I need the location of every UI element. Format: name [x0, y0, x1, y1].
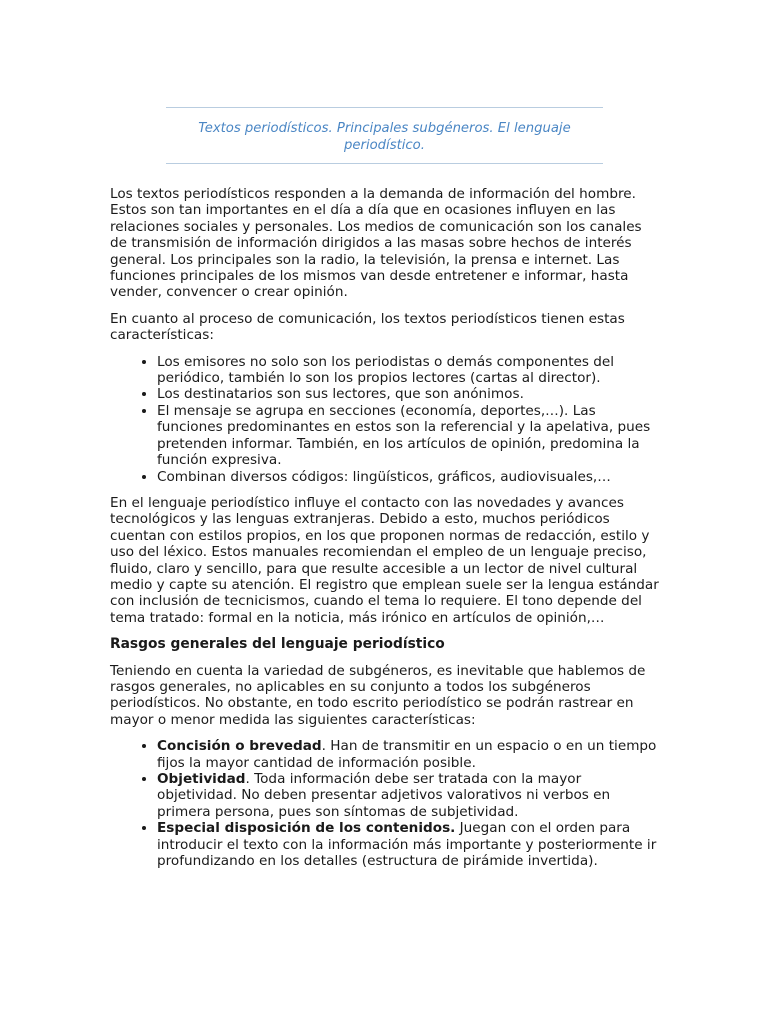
trait-text: Juegan con el orden para introducir el texto con la información más importante y posteriormente ir profundizando en los detalles (estructura de pirámide invertida).: [157, 820, 657, 870]
trait-text: . Toda información debe ser tratada con la mayor objetividad. No deben presentar adjetivos valorativos ni verbos en primera persona, pues son síntomas de subjetividad.: [157, 771, 611, 820]
document-body: [110, 186, 660, 879]
traits-list: [110, 738, 660, 869]
document-title: Textos periodísticos. Principales subgéneros. El lenguaje periodístico.: [198, 121, 571, 153]
paragraph-intro: Los textos periodísticos responden a la demanda de información del hombre. Estos son tan importantes en el día a día que en ocasiones influyen en las relaciones sociales y personales. Los medios de comunicación son los canales de transmisión de información dirigidos a las masas sobre hechos de interés general. Los principales son la radio, la televisión, la prensa e internet. Las funciones principales de los mismos van desde entretener e informar, hasta vender, convencer o crear opinión.: [110, 186, 642, 301]
paragraph-communication: En cuanto al proceso de comunicación, los textos periodísticos tienen estas características:: [110, 310, 625, 344]
paragraph-language: En el lenguaje periodístico influye el contacto con las novedades y avances tecnológicos y las lenguas extranjeras. Debido a esto, muchos periódicos cuentan con estilos propios, en los que proponen normas de redacción, estilo y uso del léxico. Estos manuales recomiendan el empleo de un lenguaje preciso, fluido, claro y sencillo, para que resulte accesible a un lector de nivel cultural medio y capte su atención. El registro que emplean suele ser la lengua estándar con inclusión de tecnicismos, cuando el tema lo requiere. El tono depende del tema tratado: formal en la noticia, más irónico en artículos de opinión,…: [110, 494, 659, 626]
list-item: [157, 771, 660, 820]
trait-term: Especial disposición de los contenidos.: [157, 820, 456, 837]
section-heading: Rasgos generales del lenguaje periodístico: [110, 636, 445, 653]
list-item: [157, 738, 660, 771]
trait-text: . Han de transmitir en un espacio o en un tiempo fijos la mayor cantidad de información posible.: [157, 738, 657, 771]
trait-term: Concisión o brevedad: [157, 738, 322, 755]
document-title-block: [166, 107, 603, 164]
paragraph-general-traits: Teniendo en cuenta la variedad de subgéneros, es inevitable que hablemos de rasgos generales, no aplicables en su conjunto a todos los subgéneros periodísticos. No obstante, en todo escrito periodístico se podrán rastrear en mayor o menor medida las siguientes características:: [110, 662, 646, 728]
characteristics-list: [110, 354, 660, 485]
list-item: • Los destinatarios son sus lectores, que son anónimos.: [157, 386, 660, 402]
trait-term: Objetividad: [157, 771, 246, 787]
list-item: [157, 820, 660, 869]
list-item: • Combinan diversos códigos: lingüísticos, gráficos, audiovisuales,…: [157, 469, 660, 485]
list-item: • Los emisores no solo son los periodistas o demás componentes del periódico, también lo son los propios lectores (cartas al director).: [157, 354, 660, 387]
list-item: • El mensaje se agrupa en secciones (economía, deportes,…). Las funciones predominantes en estos son la referencial y la apelativa, pues pretenden informar. También, en los artículos de opinión, predomina la función expresiva.: [157, 403, 660, 469]
